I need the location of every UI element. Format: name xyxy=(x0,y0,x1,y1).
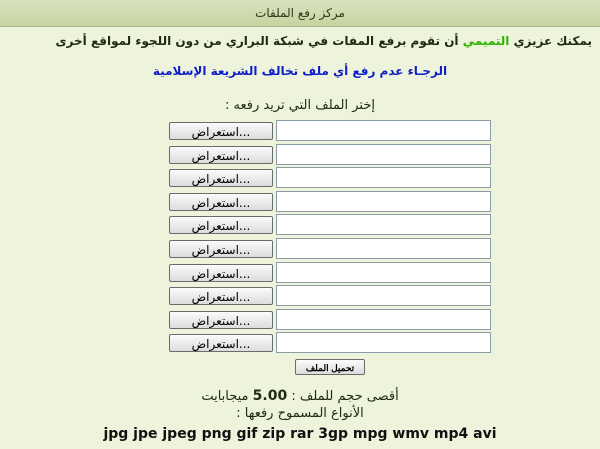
max-size-unit: ميجابايت xyxy=(201,389,249,404)
file-path-field[interactable] xyxy=(276,332,491,353)
allowed-types-list: jpg jpe jpeg png gif zip rar 3gp mpg wmv mp4 avi xyxy=(103,426,497,442)
file-path-field[interactable] xyxy=(276,120,491,141)
allowed-types-label: الأنواع المسموح رفعها : xyxy=(236,406,364,421)
intro-suffix: أن تقوم برفع المفات في شبكة البراري من دون اللجوء لمواقع أخرى xyxy=(55,34,459,48)
file-path-field[interactable] xyxy=(276,309,491,330)
username: التميمي xyxy=(462,34,510,48)
file-row xyxy=(169,332,493,356)
file-path-field[interactable] xyxy=(276,285,491,306)
file-path-field[interactable] xyxy=(276,238,491,259)
browse-button[interactable]: استعراض... xyxy=(169,334,273,352)
file-row xyxy=(169,214,493,238)
browse-button[interactable]: استعراض... xyxy=(169,146,273,164)
file-path-field[interactable] xyxy=(276,262,491,283)
file-row xyxy=(169,262,493,286)
browse-button[interactable]: استعراض... xyxy=(169,287,273,305)
file-input-list xyxy=(169,120,493,356)
max-size-label: أقصى حجم للملف : xyxy=(291,389,399,404)
file-row xyxy=(169,191,493,215)
browse-button[interactable]: استعراض... xyxy=(169,169,273,187)
choose-file-label: إختر الملف التي تريد رفعه : xyxy=(225,98,375,113)
intro-text xyxy=(8,32,592,50)
browse-button[interactable]: استعراض... xyxy=(169,193,273,211)
page-title: مركز رفع الملفات xyxy=(0,0,600,27)
browse-button[interactable]: استعراض... xyxy=(169,311,273,329)
file-path-field[interactable] xyxy=(276,144,491,165)
upload-button[interactable]: تحميل الملف xyxy=(295,359,365,375)
file-path-field[interactable] xyxy=(276,214,491,235)
browse-button[interactable]: استعراض... xyxy=(169,264,273,282)
file-row xyxy=(169,285,493,309)
file-row xyxy=(169,238,493,262)
file-path-field[interactable] xyxy=(276,167,491,188)
warning-text: الرجـاء عدم رفع أي ملف تخالف الشريعة الإسلامية xyxy=(152,64,448,78)
file-row xyxy=(169,167,493,191)
intro-prefix: يمكنك عزيزي xyxy=(513,34,592,48)
file-row xyxy=(169,120,493,144)
file-row xyxy=(169,144,493,168)
browse-button[interactable]: استعراض... xyxy=(169,240,273,258)
browse-button[interactable]: استعراض... xyxy=(169,122,273,140)
max-size-value: 5.00 xyxy=(252,388,288,404)
file-row xyxy=(169,309,493,333)
max-size-info xyxy=(0,388,600,404)
browse-button[interactable]: استعراض... xyxy=(169,216,273,234)
file-path-field[interactable] xyxy=(276,191,491,212)
